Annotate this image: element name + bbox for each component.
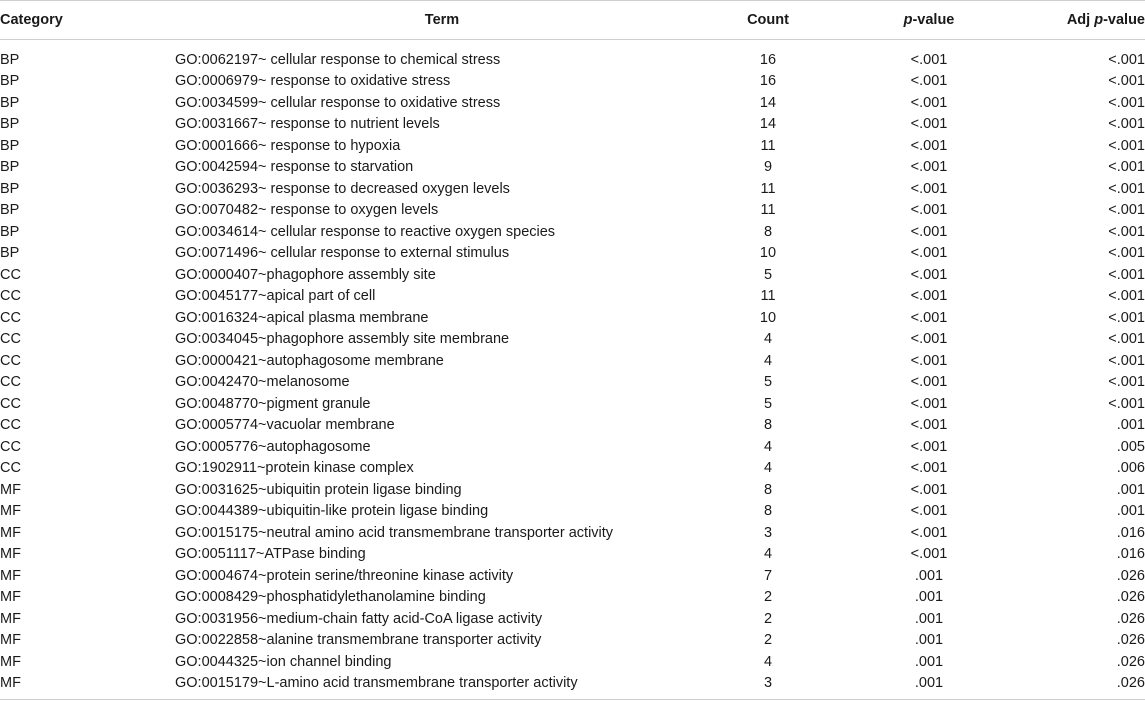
category-cell: BP bbox=[0, 245, 20, 262]
p-value-cell: <.001 bbox=[910, 417, 948, 434]
term-cell: GO:0071496~ cellular response to external stimulus bbox=[175, 245, 510, 262]
term-cell: GO:0036293~ response to decreased oxygen levels bbox=[175, 180, 510, 197]
p-value-cell: <.001 bbox=[910, 352, 948, 369]
adj-p-value-cell: .016 bbox=[1116, 546, 1145, 563]
term-cell: GO:0034599~ cellular response to oxidative stress bbox=[175, 94, 501, 111]
term-cell: GO:0062197~ cellular response to chemical stress bbox=[175, 51, 501, 68]
table-row bbox=[0, 114, 1145, 136]
header-term: Term bbox=[424, 11, 460, 28]
p-value-cell: <.001 bbox=[910, 524, 948, 541]
term-cell: GO:0031625~ubiquitin protein ligase binding bbox=[175, 481, 462, 498]
term-cell: GO:0044325~ion channel binding bbox=[175, 653, 392, 670]
term-cell: GO:0016324~apical plasma membrane bbox=[175, 309, 429, 326]
count-cell: 11 bbox=[760, 202, 776, 219]
adj-p-value-cell: <.001 bbox=[1108, 73, 1145, 90]
adj-p-value-cell: .006 bbox=[1116, 460, 1145, 477]
count-cell: 4 bbox=[763, 460, 773, 477]
p-value-cell: .001 bbox=[914, 675, 944, 692]
adj-p-value-cell: <.001 bbox=[1108, 352, 1145, 369]
category-cell: MF bbox=[0, 524, 21, 541]
category-cell: BP bbox=[0, 159, 20, 176]
p-value-cell: <.001 bbox=[910, 180, 948, 197]
category-cell: BP bbox=[0, 94, 20, 111]
term-cell: GO:0006979~ response to oxidative stress bbox=[175, 73, 451, 90]
category-cell: MF bbox=[0, 503, 21, 520]
category-cell: CC bbox=[0, 266, 21, 283]
category-cell: BP bbox=[0, 51, 20, 68]
p-value-cell: <.001 bbox=[910, 94, 948, 111]
adj-p-value-cell: <.001 bbox=[1108, 266, 1145, 283]
term-cell: GO:0022858~alanine transmembrane transporter activity bbox=[175, 632, 542, 649]
term-cell: GO:0000421~autophagosome membrane bbox=[175, 352, 444, 369]
table-row bbox=[0, 673, 1145, 695]
adj-p-value-cell: <.001 bbox=[1108, 116, 1145, 133]
term-cell: GO:0045177~apical part of cell bbox=[175, 288, 376, 305]
p-value-cell: <.001 bbox=[910, 137, 948, 154]
category-cell: BP bbox=[0, 202, 20, 219]
table-row bbox=[0, 286, 1145, 308]
count-cell: 8 bbox=[763, 481, 773, 498]
table-row bbox=[0, 243, 1145, 265]
count-cell: 2 bbox=[763, 589, 773, 606]
term-cell: GO:0044389~ubiquitin-like protein ligase binding bbox=[175, 503, 489, 520]
count-cell: 4 bbox=[763, 546, 773, 563]
p-value-cell: <.001 bbox=[910, 438, 948, 455]
adj-p-value-cell: <.001 bbox=[1108, 51, 1145, 68]
count-cell: 14 bbox=[759, 116, 777, 133]
count-cell: 16 bbox=[759, 51, 777, 68]
table-row bbox=[0, 522, 1145, 544]
header-adj-prefix: Adj bbox=[1066, 11, 1095, 28]
table-body bbox=[0, 49, 1145, 694]
table-row bbox=[0, 49, 1145, 71]
table-row bbox=[0, 479, 1145, 501]
table-row bbox=[0, 436, 1145, 458]
count-cell: 9 bbox=[763, 159, 773, 176]
count-cell: 8 bbox=[763, 503, 773, 520]
adj-p-value-cell: <.001 bbox=[1108, 288, 1145, 305]
table-row bbox=[0, 264, 1145, 286]
count-cell: 7 bbox=[763, 567, 773, 584]
count-cell: 10 bbox=[759, 309, 777, 326]
header-p-value bbox=[824, 12, 1034, 28]
p-value-cell: <.001 bbox=[910, 73, 948, 90]
table-row bbox=[0, 587, 1145, 609]
adj-p-value-cell: <.001 bbox=[1108, 202, 1145, 219]
table-row bbox=[0, 307, 1145, 329]
adj-p-value-cell: .026 bbox=[1116, 632, 1145, 649]
p-value-cell: <.001 bbox=[910, 395, 948, 412]
category-cell: MF bbox=[0, 589, 21, 606]
count-cell: 4 bbox=[763, 653, 773, 670]
count-cell: 14 bbox=[759, 94, 777, 111]
category-cell: CC bbox=[0, 417, 21, 434]
header-p-italic: p bbox=[903, 11, 913, 28]
term-cell: GO:0005774~vacuolar membrane bbox=[175, 417, 395, 434]
p-value-cell: <.001 bbox=[910, 159, 948, 176]
term-cell: GO:0015175~neutral amino acid transmembrane transporter activity bbox=[175, 524, 614, 541]
adj-p-value-cell: .026 bbox=[1116, 589, 1145, 606]
term-cell: GO:0031956~medium-chain fatty acid-CoA ligase activity bbox=[175, 610, 543, 627]
table-row bbox=[0, 630, 1145, 652]
adj-p-value-cell: .016 bbox=[1116, 524, 1145, 541]
category-cell: CC bbox=[0, 288, 21, 305]
term-cell: GO:0034614~ cellular response to reactive oxygen species bbox=[175, 223, 556, 240]
category-cell: CC bbox=[0, 352, 21, 369]
adj-p-value-cell: <.001 bbox=[1108, 223, 1145, 240]
count-cell: 4 bbox=[763, 438, 773, 455]
table-row bbox=[0, 565, 1145, 587]
table-row bbox=[0, 92, 1145, 114]
header-rule bbox=[0, 39, 1145, 40]
header-adj-italic: p bbox=[1094, 11, 1104, 28]
table-row bbox=[0, 157, 1145, 179]
adj-p-value-cell: <.001 bbox=[1108, 309, 1145, 326]
category-cell: CC bbox=[0, 309, 21, 326]
p-value-cell: .001 bbox=[914, 567, 944, 584]
category-cell: MF bbox=[0, 610, 21, 627]
table-row bbox=[0, 501, 1145, 523]
term-cell: GO:0015179~L-amino acid transmembrane transporter activity bbox=[175, 675, 578, 692]
p-value-cell: .001 bbox=[914, 632, 944, 649]
count-cell: 5 bbox=[763, 374, 773, 391]
table-row bbox=[0, 544, 1145, 566]
adj-p-value-cell: <.001 bbox=[1108, 374, 1145, 391]
category-cell: BP bbox=[0, 73, 20, 90]
p-value-cell: <.001 bbox=[910, 266, 948, 283]
category-cell: BP bbox=[0, 180, 20, 197]
table-row bbox=[0, 372, 1145, 394]
table-row bbox=[0, 350, 1145, 372]
term-cell: GO:0008429~phosphatidylethanolamine binding bbox=[175, 589, 486, 606]
count-cell: 2 bbox=[763, 610, 773, 627]
table-row bbox=[0, 393, 1145, 415]
p-value-cell: <.001 bbox=[910, 223, 948, 240]
adj-p-value-cell: .026 bbox=[1116, 610, 1145, 627]
table-row bbox=[0, 651, 1145, 673]
header-count: Count bbox=[747, 11, 789, 28]
count-cell: 4 bbox=[763, 352, 773, 369]
category-cell: BP bbox=[0, 137, 20, 154]
p-value-cell: <.001 bbox=[910, 245, 948, 262]
category-cell: MF bbox=[0, 653, 21, 670]
p-value-cell: <.001 bbox=[910, 309, 948, 326]
category-cell: MF bbox=[0, 567, 21, 584]
p-value-cell: <.001 bbox=[910, 116, 948, 133]
count-cell: 2 bbox=[763, 632, 773, 649]
category-cell: MF bbox=[0, 481, 21, 498]
adj-p-value-cell: .026 bbox=[1116, 567, 1145, 584]
term-cell: GO:0001666~ response to hypoxia bbox=[175, 137, 401, 154]
adj-p-value-cell: <.001 bbox=[1108, 331, 1145, 348]
category-cell: BP bbox=[0, 116, 20, 133]
table-row bbox=[0, 71, 1145, 93]
adj-p-value-cell: .026 bbox=[1116, 653, 1145, 670]
count-cell: 11 bbox=[760, 180, 776, 197]
adj-p-value-cell: .005 bbox=[1116, 438, 1145, 455]
category-cell: CC bbox=[0, 374, 21, 391]
header-adj-p-value bbox=[1034, 12, 1145, 28]
p-value-cell: <.001 bbox=[910, 503, 948, 520]
term-cell: GO:0042594~ response to starvation bbox=[175, 159, 414, 176]
p-value-cell: <.001 bbox=[910, 331, 948, 348]
category-cell: CC bbox=[0, 331, 21, 348]
category-cell: MF bbox=[0, 546, 21, 563]
table-row bbox=[0, 178, 1145, 200]
count-cell: 4 bbox=[763, 331, 773, 348]
p-value-cell: <.001 bbox=[910, 202, 948, 219]
p-value-cell: <.001 bbox=[910, 288, 948, 305]
header-p-suffix: -value bbox=[912, 11, 955, 28]
adj-p-value-cell: <.001 bbox=[1108, 395, 1145, 412]
adj-p-value-cell: .001 bbox=[1116, 417, 1145, 434]
p-value-cell: <.001 bbox=[910, 546, 948, 563]
table-row bbox=[0, 608, 1145, 630]
header-category: Category bbox=[0, 11, 63, 28]
table-header-row bbox=[0, 0, 1145, 39]
category-cell: MF bbox=[0, 632, 21, 649]
count-cell: 11 bbox=[760, 288, 776, 305]
category-cell: CC bbox=[0, 438, 21, 455]
adj-p-value-cell: .026 bbox=[1116, 675, 1145, 692]
table-row bbox=[0, 221, 1145, 243]
count-cell: 8 bbox=[763, 417, 773, 434]
p-value-cell: .001 bbox=[914, 653, 944, 670]
term-cell: GO:0000407~phagophore assembly site bbox=[175, 266, 436, 283]
adj-p-value-cell: <.001 bbox=[1108, 137, 1145, 154]
p-value-cell: <.001 bbox=[910, 374, 948, 391]
adj-p-value-cell: <.001 bbox=[1108, 159, 1145, 176]
p-value-cell: .001 bbox=[914, 589, 944, 606]
count-cell: 8 bbox=[763, 223, 773, 240]
count-cell: 3 bbox=[763, 675, 773, 692]
table-row bbox=[0, 458, 1145, 480]
header-adj-suffix: -value bbox=[1103, 11, 1145, 28]
term-cell: GO:0042470~melanosome bbox=[175, 374, 350, 391]
adj-p-value-cell: <.001 bbox=[1108, 180, 1145, 197]
category-cell: CC bbox=[0, 460, 21, 477]
table-row bbox=[0, 200, 1145, 222]
count-cell: 16 bbox=[759, 73, 777, 90]
term-cell: GO:0070482~ response to oxygen levels bbox=[175, 202, 439, 219]
term-cell: GO:0048770~pigment granule bbox=[175, 395, 371, 412]
count-cell: 10 bbox=[759, 245, 777, 262]
p-value-cell: <.001 bbox=[910, 51, 948, 68]
p-value-cell: .001 bbox=[914, 610, 944, 627]
count-cell: 3 bbox=[763, 524, 773, 541]
table-row bbox=[0, 415, 1145, 437]
term-cell: GO:0031667~ response to nutrient levels bbox=[175, 116, 440, 133]
term-cell: GO:0005776~autophagosome bbox=[175, 438, 371, 455]
bottom-rule bbox=[0, 699, 1145, 700]
category-cell: BP bbox=[0, 223, 20, 240]
p-value-cell: <.001 bbox=[910, 460, 948, 477]
adj-p-value-cell: <.001 bbox=[1108, 245, 1145, 262]
table-row bbox=[0, 329, 1145, 351]
adj-p-value-cell: .001 bbox=[1116, 481, 1145, 498]
term-cell: GO:0004674~protein serine/threonine kinase activity bbox=[175, 567, 514, 584]
table-row bbox=[0, 135, 1145, 157]
term-cell: GO:0034045~phagophore assembly site membrane bbox=[175, 331, 510, 348]
count-cell: 5 bbox=[763, 266, 773, 283]
adj-p-value-cell: .001 bbox=[1116, 503, 1145, 520]
count-cell: 11 bbox=[760, 137, 776, 154]
adj-p-value-cell: <.001 bbox=[1108, 94, 1145, 111]
term-cell: GO:0051117~ATPase binding bbox=[175, 546, 366, 563]
p-value-cell: <.001 bbox=[910, 481, 948, 498]
count-cell: 5 bbox=[763, 395, 773, 412]
term-cell: GO:1902911~protein kinase complex bbox=[175, 460, 414, 477]
category-cell: CC bbox=[0, 395, 21, 412]
category-cell: MF bbox=[0, 675, 21, 692]
